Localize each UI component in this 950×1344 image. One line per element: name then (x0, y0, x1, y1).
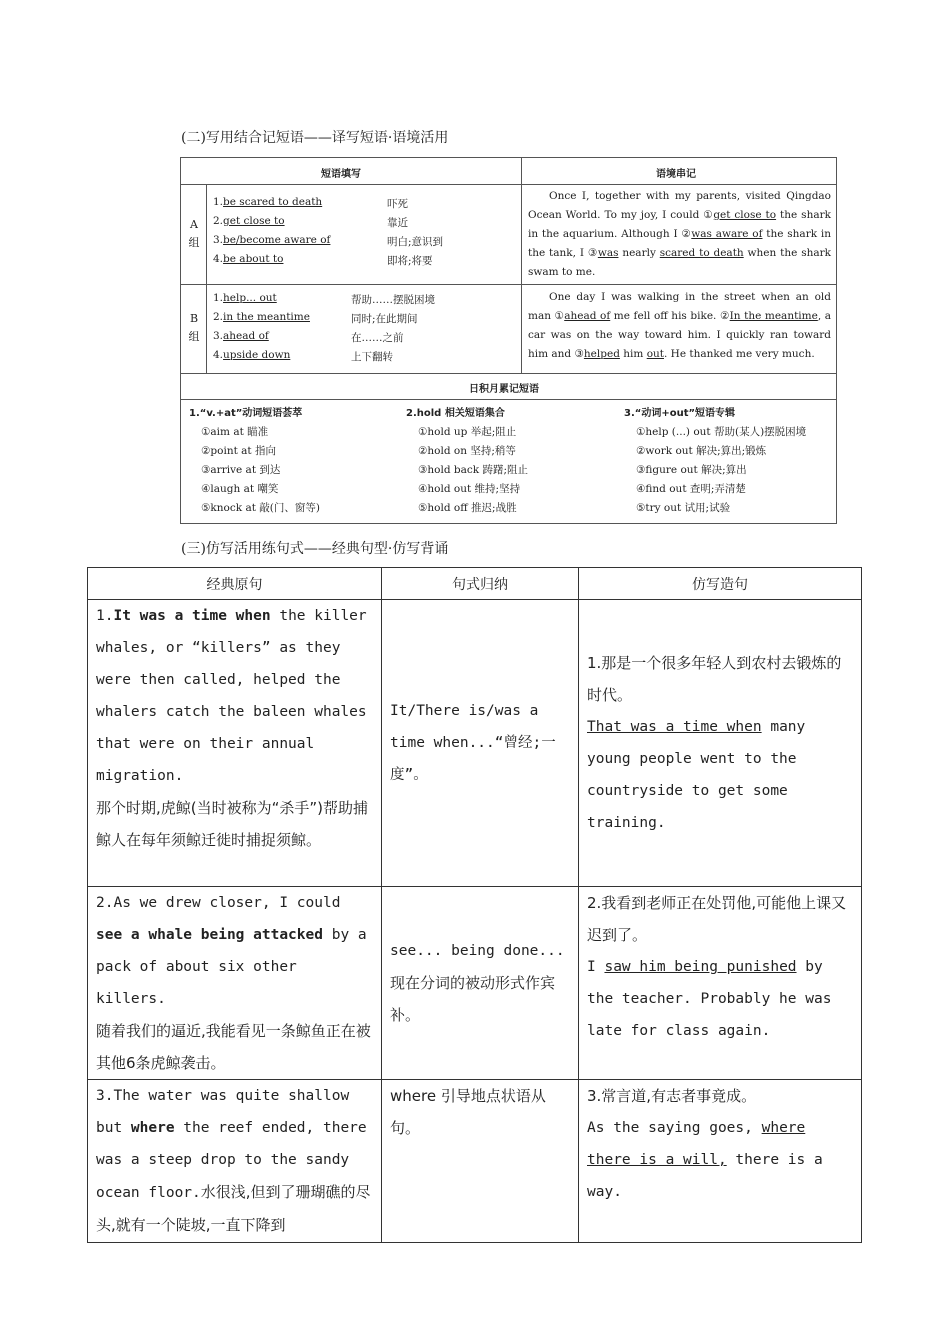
group-a-meaning: 吓死 (387, 198, 408, 210)
original-translation-1: 那个时期,虎鲸(当时被称为“杀手”)帮助捕鲸人在每年须鲸迁徙时捕捉须鲸。 (96, 799, 369, 849)
group-b-label: B 组 (188, 312, 200, 343)
pattern-2-en: see... being done... (390, 943, 565, 959)
group-a-label: A 组 (188, 218, 200, 249)
original-sentence-3: 3.The water was quite shallow but where the reef ended, there was a steep drop to the sandy ocean floor.水很浅,但到了珊瑚礁的尽头,就有一个陡坡,一直下降到 (96, 1088, 371, 1234)
sentence-table (87, 567, 862, 1243)
phrase-table (180, 157, 837, 524)
group-a-phrase: 3.be/become aware of (213, 234, 331, 246)
accum-title: 日积月累记短语 (469, 384, 539, 395)
pattern-3: where 引导地点状语从句。 (390, 1087, 546, 1137)
group-b-meaning: 同时;在此期间 (351, 313, 418, 325)
section3-title: (三)仿写活用练句式——经典句型·仿写背诵 (181, 541, 449, 557)
group-b-context: One day I was walking in the street when an old man ①ahead of me fell off his bike. ②In the meantime, a car was on the way toward him. I quickly ran toward him and ③helped him out. He thanked me very much. (528, 291, 832, 360)
col-header-imitation: 仿写造句 (579, 568, 862, 600)
imitation-answer-3: As the saying goes, where there is a will, there is a way. (587, 1120, 823, 1200)
accum-col-2: 2.hold 相关短语集合 ①hold up 举起;阻止 ②hold on 坚持;稍等 ③hold back 踌躇;阻止 ④hold out 维持;坚持 ⑤hold off 推迟;战胜 (406, 408, 529, 514)
original-translation-3: 水很浅,但到了珊瑚礁的尽头,就有一个陡坡,一直下降到 (96, 1183, 371, 1234)
table-row (88, 887, 862, 1080)
group-a-meaning: 即将;将要 (387, 255, 433, 267)
header-fill: 短语填写 (321, 169, 361, 180)
group-a-phrase: 4.be about to (213, 253, 284, 265)
original-sentence-1: 1.It was a time when the killer whales, or “killers” as they were then called, helped the whalers catch the baleen whales that were on their annual migration. (96, 608, 367, 784)
original-translation-2: 随着我们的逼近,我能看见一条鲸鱼正在被其他6条虎鲸袭击。 (96, 1022, 371, 1072)
accum-col-1: 1.“v.+at”动词短语荟萃 ①aim at 瞄准 ②point at 指向 ③arrive at 到达 ④laugh at 嘲笑 ⑤knock at 敲(门、窗等) (189, 408, 320, 514)
imitation-answer-1: That was a time when many young people went to the countryside to get some training. (587, 719, 806, 831)
group-a-phrase: 1.be scared to death (213, 196, 323, 208)
col-header-pattern: 句式归纳 (382, 568, 579, 600)
pattern-2-zh: 现在分词的被动形式作宾补。 (390, 974, 556, 1024)
original-sentence-2: 2.As we drew closer, I could see a whale being attacked by a pack of about six other killers. (96, 895, 367, 1007)
imitation-prompt-2: 2.我看到老师正在处罚他,可能他上课又迟到了。 (587, 894, 847, 944)
col-header-original: 经典原句 (88, 568, 382, 600)
group-b-phrase: 2.in the meantime (213, 311, 310, 323)
section2-title: (二)写用结合记短语——译写短语·语境活用 (181, 130, 449, 146)
group-b-phrase: 3.ahead of (213, 330, 269, 342)
group-b-phrase: 4.upside down (213, 349, 291, 361)
group-b-meaning: 在……之前 (351, 332, 404, 344)
group-b-meaning: 上下翻转 (351, 351, 393, 363)
group-b-phrase: 1.help... out (213, 292, 277, 304)
group-a-meaning: 明白;意识到 (387, 236, 444, 248)
table-row (88, 1080, 862, 1243)
group-a-meaning: 靠近 (387, 217, 408, 229)
imitation-prompt-3: 3.常言道,有志者事竟成。 (587, 1087, 757, 1105)
imitation-answer-2: I saw him being punished by the teacher. Probably he was late for class again. (587, 959, 832, 1039)
pattern-1: It/There is/was a time when...“曾经;一度”。 (390, 703, 556, 783)
group-a-phrase: 2.get close to (213, 215, 285, 227)
group-b-meaning: 帮助……摆脱困境 (351, 294, 435, 306)
header-context: 语境串记 (656, 169, 696, 180)
accum-col-3: 3.“动词+out”短语专辑 ①help (...) out 帮助(某人)摆脱困境 ②work out 解决;算出;锻炼 ③figure out 解决;算出 ④find out 查明;弄清楚 ⑤try out 试用;试验 (624, 408, 807, 514)
group-a-context: Once I, together with my parents, visited Qingdao Ocean World. To my joy, I could ①get close to the shark in the aquarium. Although I ②was aware of the shark in the tank, I ③was nearly scared to death when the shark swam to me. (528, 190, 831, 278)
imitation-prompt-1: 1.那是一个很多年轻人到农村去锻炼的时代。 (587, 654, 842, 704)
table-row (88, 600, 862, 887)
